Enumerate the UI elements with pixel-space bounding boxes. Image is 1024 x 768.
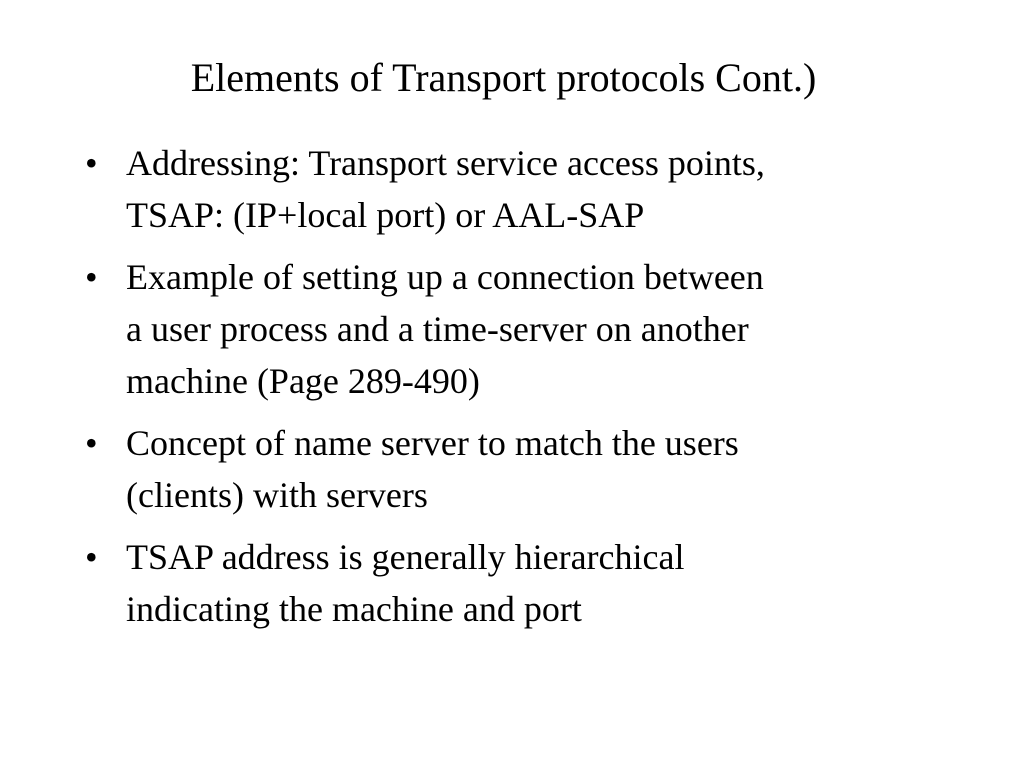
bullet-icon: • [85,423,98,463]
bullet-icon: • [85,537,98,577]
slide-title: Elements of Transport protocols Cont.) [190,55,817,100]
bullet-text-line: TSAP: (IP+local port) or AAL-SAP [126,195,645,235]
bullet-list [85,137,985,645]
bullet-text-line: Concept of name server to match the users [126,423,739,463]
bullet-item-addressing [85,137,985,241]
bullet-text-line: indicating the machine and port [126,589,582,629]
bullet-icon: • [85,257,98,297]
bullet-icon: • [85,143,98,183]
bullet-item-tsap-address [85,531,985,635]
bullet-text-line: (clients) with servers [126,475,428,515]
bullet-text-line: TSAP address is generally hierarchical [126,537,685,577]
bullet-text-line: machine (Page 289-490) [126,361,480,401]
bullet-item-name-server [85,417,985,521]
bullet-item-connection-example [85,251,985,407]
bullet-text-line: a user process and a time-server on another [126,309,749,349]
bullet-text-line: Example of setting up a connection between [126,257,764,297]
bullet-text-line: Addressing: Transport service access points, [126,143,765,183]
